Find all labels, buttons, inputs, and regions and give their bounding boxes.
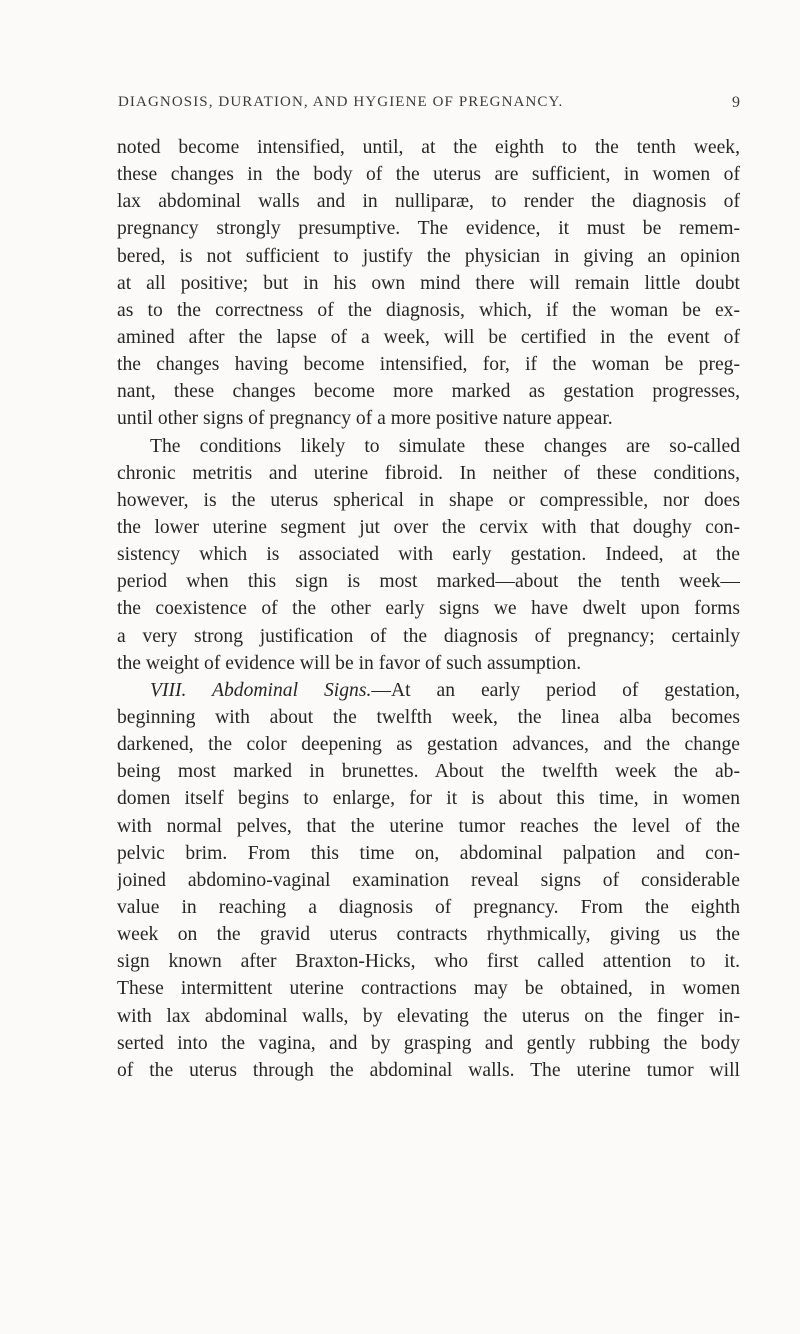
text-line: the changes having become intensified, for, if the woman be preg- — [117, 354, 740, 376]
text-line: chronic metritis and uterine fibroid. In neither of these conditions, — [117, 462, 740, 484]
text-line: being most marked in brunettes. About the twelfth week the ab- — [117, 761, 740, 783]
text-line: the lower uterine segment jut over the cervix with that doughy con- — [117, 516, 740, 538]
text-line: beginning with about the twelfth week, the linea alba becomes — [117, 706, 740, 728]
text-line: pregnancy strongly presumptive. The evidence, it must be remem- — [117, 218, 740, 240]
text-line: nant, these changes become more marked as gestation progresses, — [117, 381, 740, 403]
text-line: however, is the uterus spherical in shape or compressible, nor does — [117, 489, 740, 511]
text-line: the weight of evidence will be in favor of such assumption. — [117, 652, 582, 674]
text-line: darkened, the color deepening as gestation advances, and the change — [117, 734, 740, 756]
text-line: sign known after Braxton-Hicks, who first called attention to it. — [117, 951, 740, 973]
text-line: of the uterus through the abdominal walls. The uterine tumor will — [117, 1059, 740, 1081]
body-text — [117, 134, 740, 1084]
text-line: noted become intensified, until, at the eighth to the tenth week, — [117, 137, 740, 158]
text-line: with normal pelves, that the uterine tumor reaches the level of the — [117, 815, 740, 837]
text-line: The conditions likely to simulate these changes are so-called — [150, 435, 740, 457]
text-line: a very strong justification of the diagnosis of pregnancy; certainly — [117, 625, 740, 647]
text-line: week on the gravid uterus contracts rhythmically, giving us the — [117, 924, 740, 946]
text-line: serted into the vagina, and by grasping and gently rubbing the body — [117, 1032, 740, 1054]
text-line: period when this sign is most marked—about the tenth week— — [117, 571, 740, 593]
text-line: at all positive; but in his own mind there will remain little doubt — [117, 272, 740, 294]
text-line: amined after the lapse of a week, will be certified in the event of — [117, 326, 740, 348]
text-line: lax abdominal walls and in nulliparæ, to render the diagnosis of — [117, 191, 740, 213]
text-line: until other signs of pregnancy of a more positive nature appear. — [117, 408, 613, 430]
text-line: bered, is not sufficient to justify the physician in giving an opinion — [117, 245, 740, 267]
running-header — [118, 94, 740, 116]
text-line: these changes in the body of the uterus are sufficient, in women of — [117, 164, 740, 186]
running-title: DIAGNOSIS, DURATION, AND HYGIENE OF PREGNANCY. — [118, 94, 564, 110]
section-heading-line — [117, 677, 740, 704]
text-line: pelvic brim. From this time on, abdominal palpation and con- — [117, 842, 740, 864]
page-number: 9 — [732, 94, 740, 111]
text-line: as to the correctness of the diagnosis, which, if the woman be ex- — [117, 299, 740, 321]
text-line: —At an early period of gestation, — [371, 679, 740, 701]
text-line: joined abdomino-vaginal examination reveal signs of considerable — [117, 869, 740, 891]
text-line: These intermittent uterine contractions may be obtained, in women — [117, 978, 740, 1000]
section-heading: VIII. Abdominal Signs. — [150, 679, 372, 701]
text-line: the coexistence of the other early signs we have dwelt upon forms — [117, 598, 740, 620]
text-line: domen itself begins to enlarge, for it is about this time, in women — [117, 788, 740, 810]
text-line: value in reaching a diagnosis of pregnancy. From the eighth — [117, 896, 740, 918]
text-line: sistency which is associated with early gestation. Indeed, at the — [117, 544, 740, 566]
text-line: with lax abdominal walls, by elevating the uterus on the finger in- — [117, 1005, 740, 1027]
